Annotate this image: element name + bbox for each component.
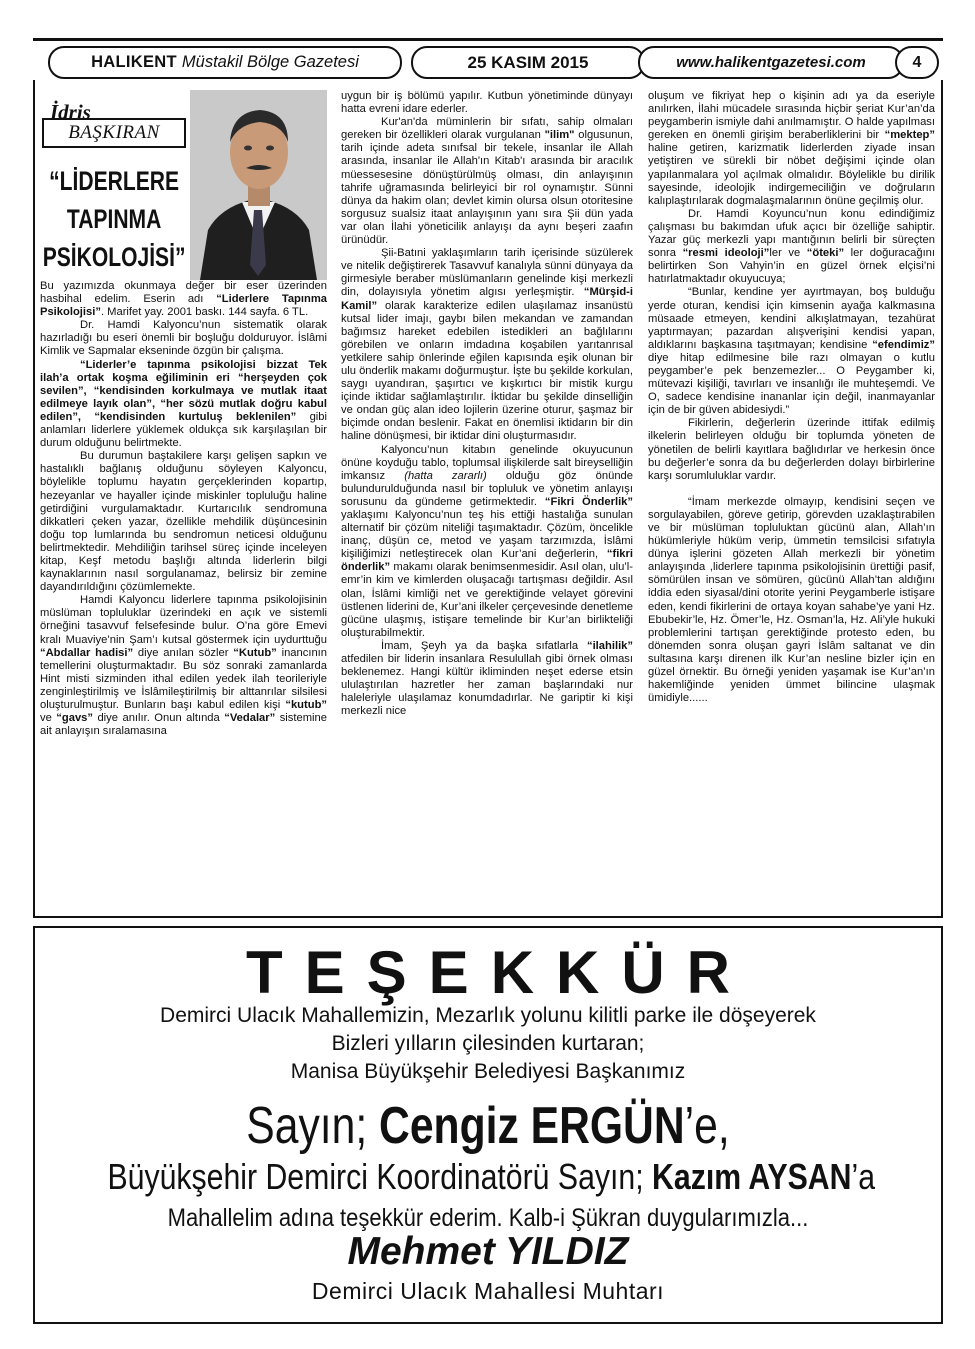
article-paragraph: oluşum ve fikriyat hep o kişinin adı ya da eseriyle anılırken, İlahi mücadele sırasında hiçbir şeriat Kur’an’da peygamberin ismiyle dahi anılmamıştır. O halde yapılması gereken en önemli girişim beraberliklerini bir “mektep” haline getiren, karizmatik liderlerden ziyade insan yetiştiren ve sürekli bir nöbet değişimi içinde olan yapılanmalara yol açılmak olmalıdır. Böylelikle bu dirilik sayesinde, ideolojik indirgemeciliğin ve doğruların kalıplaştırılarak dogmalaşmalarının önüne geçilmiş olur. [648, 90, 935, 207]
recipient-prefix: Büyükşehir Demirci Koordinatörü Sayın; [107, 1156, 653, 1197]
article-paragraph: uygun bir iş bölümü yapılır. Kutbun yönetiminde dünyayı hatta evreni idare ederler. [341, 90, 633, 116]
headline-line: “LİDERLERE [49, 166, 180, 196]
author-first-name: İdris [50, 100, 91, 124]
headline-line: PSİKOLOJİSİ” [42, 242, 186, 272]
article-paragraph: Dr. Hamdi Kalyoncu’nun sistematik olarak hazırladığı bu eseri önemli bir boşluğu dolduruyor. İslâmi Kimlik ve Sapmalar ekseninde özgün bir çalışma. [40, 319, 327, 358]
article-column-1 [40, 280, 327, 738]
thanks-line-1: Demirci Ulacık Mahallemizin, Mezarlık yolunu kilitli parke ile döşeyerek [160, 1004, 816, 1027]
article-paragraph: Kalyoncu’nun kitabın genelinde okuyucunun önüne koyduğu tablo, toplumsal ilişkilerde salt bireyselliğin imkansız (hatta zararlı) olduğu göz önünde bulundurulduğunda nasıl bir topluluk ve yönetim anlayışı sorusunu da gündeme getirmektedir. “Fikri Önderlik” yaklaşımı Kalyoncu’nun teş his ettiği hastalığa sunulan alternatif bir çözüm niteliği taşımaktadır. Çözüm, öncelikle inanç, düşün ce, metod ve yaşam tarzımızda, İslâmi kişiliğimizi netleştirecek olan Kur’ani değerlerin, “fikri önderlik” makamı olarak benimsenmesidir. Asıl olan, ulu’l-emr’in kim ve kimlerden oluşacağı tartışması değildir. Asıl olan, İslâmi kimliği net ve gerektiğinde velayet görevini üstlenen liderini de, Kur’ani ilkeler çerçevesinde denetleme gücüne ulaşmış, istişare temelinde bir Kur’an birlikteliği oluşturabilmektir. [341, 443, 633, 639]
thanks-signer-title: Demirci Ulacık Mahallesi Muhtarı [311, 1278, 665, 1304]
headline-line: TAPINMA [66, 204, 162, 234]
masthead [48, 46, 402, 79]
website-link[interactable]: www.halikentgazetesi.com [638, 46, 904, 79]
article-paragraph: Dr. Hamdi Koyuncu’nun konu edindiğimiz çalışması bu bakımdan ufuk açıcı bir özelliğe sahiptir. Yazar güç merkezli yapı mantığının belirli bir süreçten sonra “resmi ideoloji”ler ve “öteki” ler doğuracağını belirtirken Son Vahyin’in en güzel örnek elçisi’ni hatırlatmaktadır okuyucuya; [648, 207, 936, 286]
thanks-line-4: Mahallelim adına teşekkür ederim. Kalb-i Şükran duygularımızla... [167, 1204, 809, 1232]
thanks-signature: Mehmet YILDIZ [347, 1230, 629, 1273]
article-paragraph: “Bunlar, kendine yer ayırtmayan, boş bulduğu yerde oturan, kendisi için kimsenin ayağa kalkmasına müsaade etmeyen, kendini alkışlatmayan, tezahürat yaptırmayan; pazardan alışverişini kendisi yapan, aldıklarını başkasına taşıtmayan; kendisine “efendimiz” diye hitap edilmesine bile razı olmayan o kutlu peygamber’e pek benzemezler... O Peygamber ki, mütevazi kişiliği, tavırları ve insanlığı ile muhteşemdi. Ve O, sadece kendisine inananlar için değil, inanmayanlar için de bir güven abidesiydi.” [648, 286, 935, 417]
thanks-recipient-2 [107, 1156, 876, 1198]
paper-subtitle: Müstakil Bölge Gazetesi [181, 53, 359, 71]
article-headline [40, 162, 188, 276]
recipient-name: Cengiz ERGÜN [379, 1097, 685, 1155]
article-paragraph: Şii-Batıni yaklaşımların tarih içerisinde süzülerek ve nitelik değiştirerek Tasavvuf kanalıyla sünni dünyaya da girmesiyle beraber müslümanların genelinde kişi merkezli din, dolayısıyla yönetim algısı yerleşmiştir. “Mürşid-i Kamil” olarak karakterize edilen ulaşılamaz insanüstü kutsal lider imajı, gaybı bilen mekandan ve zamandan bağımsız hareket edebilen istedikleri an bağlılarını görebilen ve onların imdadına koşabilen yarıtanrısal yetkilere sahip önlerinde eğilen kapısında eşik olunan bir ulu önderlik makamı doğurmuştur. İşte bu şekilde korkulan, saygı uyandıran, şaşırtıcı ve kışkırtıcı bir mistik kurgu içinde iktidar sağlamlaştırılır. İktidar bu şekilde dinselliğin ve ondan güç alan ideo lojilerin üzerine oturur, şaşmaz bir biçimde ondan beslenir. Fakat en önemlisi iktidarın bir din haline dönüşmesi, bir iktidar dini oluşturmasıdır. [341, 247, 633, 443]
recipient-suffix: ’a [851, 1156, 876, 1197]
article-paragraph: Bu durumun baştakilere karşı gelişen sapkın ve hastalıklı bağlanış olduğunu söyleyen Kalyoncu, böylelikle toplumu hayatın gerçeklerinden kopartıp, hezeyanlar ve hayaller içinde miskinler topluluğu haline getirdiğini vurgulamaktadır. Kurtarıcılık sendromuna dikkatleri çeken yazar, özellikle mehdilik düşüncesinin doğu top lumlarında bu sendromun neticesi olduğunu belirtmektedir. Mehdiliğin tarihsel süreç içinde inceleyen kitap, Keşf metodu başlığı altında liderlerin bilgi kaynaklarının nasıl sorgulanamaz, belirsiz bir zemine dayandırıldığını çözümlemekte. [40, 450, 327, 594]
thanks-line-2: Bizleri yılların çilesinden kurtaran; [331, 1032, 645, 1055]
author-portrait-image [190, 90, 327, 280]
recipient-suffix: ’e, [684, 1097, 730, 1155]
article-paragraph: Kur'an'da müminlerin bir sıfatı, sahip olmaları gereken bir özellikleri olarak vurgulanan "ilim" olgusunun, tarih içinde adeta sınıfsal bir tekele, insanlar ile Allah arasında, insanlar ile Allah'ın Kitab'ı arasında bir aracılık müessesesine dönüştürülmüş olması, din anlayışının tahrife uğramasında belirleyici bir rol oynamıştır. Sünni dünya da hakim olan; devlet kimin olursa olsun otoritesine sorgusuz sualsiz itaat anlayışının yanı sıra Şii dün yada var olan İlahi yöneticilik anlayışı da aynı beşeri zaafın ürünüdür. [341, 116, 633, 247]
article-paragraph: “İmam merkezde olmayıp, kendisini seçen ve sorgulayabilen, göreve getirip, görevden uzaklaştırabilen ve bir müslüman topluluktan gücünü alan, Allah’ın hükümleriyle hüküm verip, ümmetin temsilcisi sıfatıyla dünya işlerini gözeten Allah merkezli bir yönetim anlayışında ,liderlere tapınma psikolojisinin ürettiği pasif, sömürülen insan ve sömüren, gücünü Allah’tan aldığını iddia eden siyasal/dini otorite yerini Peygamberle istişare eden, kendi fikirlerini de ortaya koyan sahabe’ye yani Hz. Ebubekir’le, Hz. Ömer’le, Hz. Osman’la, Hz. Ali’yle hukuki problemlerini tartışan gerektiğinde protesto eden, bu dönemden sonra oluşan gayri İslâm saltanat ve din sultasına karşı direnen ilk Kur’an nesline bizler için en güzel örnektir. Bu örneği yeniden yaşamak ise Kur’an’ın hakemliğinde yeniden ümmet bilincine ulaşmak ümidiyle...... [648, 495, 935, 705]
recipient-name: Kazım AYSAN [652, 1156, 852, 1197]
article-column-3 [648, 90, 935, 705]
paper-name: HALIKENT [91, 53, 177, 71]
article-paragraph [648, 483, 935, 496]
thanks-title: TEŞEKKÜR [245, 939, 753, 1006]
article-paragraph: İmam, Şeyh ya da başka sıfatlarla “ilahilik” atfedilen bir liderin insanlara Resulullah gibi örnek olması beklenemez. Hangi kültür ikliminden neşet ederse etsin ululaştırılan hazretler her zaman başlarındaki nur haleleriyle ulaşılamaz konumdadırlar. Ne gariptir ki kişi merkezli nice [341, 639, 633, 718]
newspaper-header [33, 38, 943, 79]
article-paragraph: “Liderler’e tapınma psikolojisi bizzat Tek ilah’a ortak koşma eğiliminin eri “herşeyden çok sevilen”, “kendisinden korkulmaya ve mutlak itaat edilmeye layık olan”, “her sözü mutlak doğru kabul edilen”, “kendisinden kurtuluş beklenilen” gibi anlamları liderlere yüklemek oldukça sık karşılaşılan bir durum olduğunu belirtmekte. [40, 358, 327, 450]
article-paragraph: Hamdi Kalyoncu liderlere tapınma psikolojisinin müslüman topluluklar üzerindeki en açık ve sistemli örneğini tasavvuf felsefesinde bulur. O’na göre Emevi kralı Muaviye’nin Şam’ı kutsal göstermek için uydurttuğu “Abdallar hadisi” diye anılan sözler “Kutub” inancının temellerini oluşturmaktadır. Bu söz sonraki zamanlarda Hint misti sizminden ithal edilen yedek ilah teorileriyle zenginleştirilmiş ve İslâmileştirilmiş bir alttanrılar silsilesi oluşturulmuştur. Bunların başı kabul edilen kişi “kutub” ve “gavs” diye anılır. Onun altında “Vedalar” sistemine ait anlayışın sıralamasına [40, 594, 327, 738]
thanks-recipient-1 [117, 1096, 860, 1156]
article-paragraph: Bu yazımızda okunmaya değer bir eser üzerinden hasbihal edelim. Eserin adı “Liderlere Tapınma Psikolojisi”. Marifet yay. 2001 baskı. 144 sayfa. 6 TL. [40, 280, 328, 319]
thanks-line-3: Manisa Büyükşehir Belediyesi Başkanımız [290, 1060, 686, 1083]
author-last-name: BAŞKIRAN [42, 118, 186, 148]
recipient-prefix: Sayın; [246, 1097, 380, 1155]
article-paragraph: Fikirlerin, değerlerin üzerinde ittifak edilmiş ilkelerin belirleyen olduğu bir toplumda yöneten de yönetilen de belirli kayıtlara bağlıdırlar ve herkesin önce bu değerler’e sonra da bu değerlerden dolayı birbirlerine karşı sorumluluklar vardır. [648, 417, 935, 482]
author-photo [190, 90, 327, 280]
article-column-2 [341, 90, 633, 719]
issue-date: 25 KASIM 2015 [411, 46, 645, 79]
page-number: 4 [895, 46, 939, 79]
thanks-notice [33, 926, 943, 1324]
